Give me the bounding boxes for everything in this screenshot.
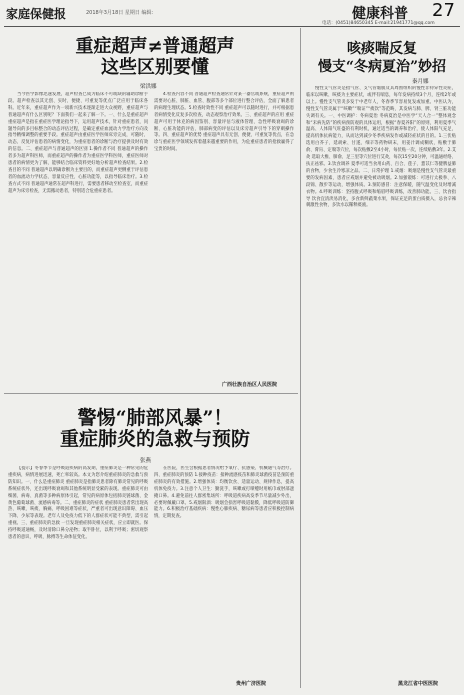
article1-text-b: 4.检查内容不同 普通超声检查通常针对某一器官或系统，重症超声则需要对心脏、肺脏、血管、腹部等多个部位进行整合评估，全面了解患者的病理生理状态。5.检查时效性不同 重症超声可以随时进行，并可根据患者病情变化反复多次检查，动态观察治疗效果。三、重症超声的应用 重症超声可用于休克的病因鉴别、容量评估与液体管理、急性呼吸衰竭的诊断、心脏功能的评估、肺部病变的评估以及床旁超声引导下的穿刺操作等。四、重症超声的优势 重症超声具有无创、便捷、可重复等优点，在急诊与重症医学领域发挥着越来越重要的作用，为危重症患者的抢救赢得了宝贵的时间。	[154, 92, 294, 153]
column-name: 健康科普	[352, 6, 408, 22]
article2-body-left	[8, 466, 148, 688]
contact-line: 电话：(0451)84650345 E-mail:21941771@qq.com	[322, 21, 435, 26]
article2-byline: 张燕	[140, 458, 152, 464]
article1-title	[30, 36, 280, 78]
article1-title-line1: 重症超声≠普通超声	[75, 36, 235, 57]
article3-title	[304, 40, 460, 76]
page-header	[0, 0, 464, 27]
column-divider	[300, 28, 301, 688]
page-number: 27	[432, 0, 455, 21]
article1-body-left	[8, 92, 148, 388]
article1-text-a: 当今医学影像迅速发展，超声检查已成为临床不可或缺的辅助诊断手段。超声检查以其无创、实时、便捷、可重复等优点广泛应用于临床各科。近年来，重症超声作为一项新兴技术逐渐走进大众视野，重症超声与普通超声有什么区别呢？下面我们一起来了解一下。一、什么是重症超声 重症超声是指在重症医学理论指导下，运用超声技术，针对重症患者，问题导向的多目标整合的动态评估过程，是确定重症血流动力学治疗方向及指导精细调整的重要手段。重症超声由重症医学医师床旁完成，可随时、动态、反复评估患者的病情变化，为重症患者的诊断与治疗提供及时有效的信息。二、重症超声与普通超声的区别 1.操作者不同 普通超声的操作者多为超声科医师，而重症超声的操作者为重症医学科医师，重症医师对患者的病情更为了解，能够结合临床资料更好地分析超声检查结果。2.检查目的不同 普通超声以明确诊断为主要目的，而重症超声更侧重于评估患者的血流动力学状态、容量反应性、心脏功能等，以指导临床治疗。3.检查方式不同 普通超声通常在超声科进行，需要患者移动至检查室，而重症超声为床旁检查，无需搬动患者，特别适合危重症患者。	[8, 92, 148, 194]
article2-title-line2: 重症肺炎的急救与预防	[59, 428, 250, 450]
article2-source: 贵州广济医院	[236, 681, 267, 687]
article1-source: 广西壮族自治区人民医院	[222, 382, 278, 388]
issue-meta: 2018年3月18日 星期日 编辑：	[86, 10, 157, 16]
article-divider	[4, 393, 298, 394]
header-rule	[4, 26, 460, 27]
article3-title-line1: 咳痰喘反复	[347, 41, 417, 57]
article3-source: 黑龙江省中医医院	[398, 681, 439, 687]
section-name: 家庭保健报	[6, 7, 67, 21]
article2-title	[20, 408, 290, 450]
article2-body-right	[154, 466, 294, 678]
article1-title-line2: 这些区别要懂	[101, 57, 209, 78]
article2-text-a: 【提示】冬春季节是呼吸道疾病的高发期，重症肺炎是一种常见的危重疾病，病情进展迅速，死亡率较高。本文为您介绍重症肺炎的急救与预防知识。一、什么是重症肺炎 重症肺炎是指肺炎患者除有肺炎常见的呼吸系统症状外，还出现呼吸衰竭和其他系统明显受累的表现。重症肺炎可由细菌、病毒、真菌等多种病原体引起，常见的病原体包括肺炎链球菌、金黄色葡萄球菌、流感病毒等。二、重症肺炎的症状 重症肺炎患者常出现高热、咳嗽、咳痰、胸痛、呼吸困难等症状，严重者可出现意识障碍、血压下降、少尿等表现。老年人及免疫力低下的人群症状可能不典型，需引起重视。三、重症肺炎的急救 一旦发现重症肺炎相关症状，应立即就医。保持呼吸道通畅，及时清除口鼻分泌物；取半卧位，以利于呼吸；密切观察患者的意识、呼吸、脉搏等生命体征变化。	[8, 466, 148, 541]
article1-body-right	[154, 92, 294, 380]
article1-byline: 梁洪娜	[140, 84, 157, 90]
article3-byline: 秦月娜	[412, 79, 429, 85]
article2-text-b: 在医院，医生会根据患者情况给予氧疗、抗感染、机械通气等治疗。四、重症肺炎的预防 1.接种疫苗：接种流感疫苗和肺炎球菌疫苗是预防重症肺炎的有效措施。2.增强体质：均衡饮食、适量运动、规律作息，提高机体免疫力。3.注意个人卫生：勤洗手，咳嗽或打喷嚏时用纸巾或肘部遮掩口鼻。4.避免前往人群密集场所：呼吸道疾病高发季节尽量减少外出，必要时佩戴口罩。5.戒烟限酒：吸烟会损害呼吸道黏膜，降低呼吸道防御能力。6.积极治疗基础疾病：慢性心肺疾病、糖尿病等患者应积极控制病情，定期复查。	[154, 466, 294, 520]
article3-text: 慢性支气管炎是指气管、支气管黏膜及其周围组织的慢性非特异性炎症，临床以咳嗽、咳痰为主要症状，或伴有喘息，每年发病持续3个月，连续2年或以上。慢性支气管炎多发于中老年人，冬春季节容易复发或加重。中医认为，慢性支气管炎属于“咳嗽”“喘证”“痰饮”等范畴，其发病与肺、脾、肾三脏功能失调有关。一、中医调护：冬病夏治 冬病夏治是中医学“天人合一”整体观念和“未病先防”的疾病预防观的具体运用，根据“春夏养阳”的原则，利用夏季气温高、人体阳气旺盛的有利时机，通过适当的调养和治疗，使人体阳气充足，提高机体抗病能力，从而达到减少冬季疾病发作或减轻症状的目的。1.三伏贴 选用白芥子、延胡索、甘遂、细辛等药物研末，用姜汁调成糊状，贴敷于肺俞、膏肓、定喘等穴位，每次贴敷2至4小时，每伏贴一次，连续贴敷3年。2.艾灸 选取大椎、肺俞、足三里等穴位进行艾灸，每次15至20分钟，可温通经络、扶正祛邪。3.饮食调养 夏季可适当食用山药、百合、莲子、薏苡仁等健脾益肺的食物，少食生冷寒凉之品。二、日常护理 1.戒烟：吸烟是慢性支气管炎最重要的发病因素，患者应戒烟并避免被动吸烟。2.加强锻炼：可进行太极拳、八段锦、散步等运动，增强体质。3.预防感冒：注意保暖，随气温变化及时增减衣物。4.呼吸训练：坚持腹式呼吸和缩唇呼吸训练，改善肺功能。三、饮食指导 饮食宜清淡易消化，多食新鲜蔬菜水果，保证充足的蛋白质摄入，忌食辛辣刺激性食物，多饮水以稀释痰液。	[306, 86, 456, 209]
article3-body	[306, 86, 456, 676]
article2-title-line1: 警惕“肺部风暴”！	[77, 407, 233, 429]
article3-title-line2: 慢支“冬病夏治”妙招	[317, 59, 447, 75]
